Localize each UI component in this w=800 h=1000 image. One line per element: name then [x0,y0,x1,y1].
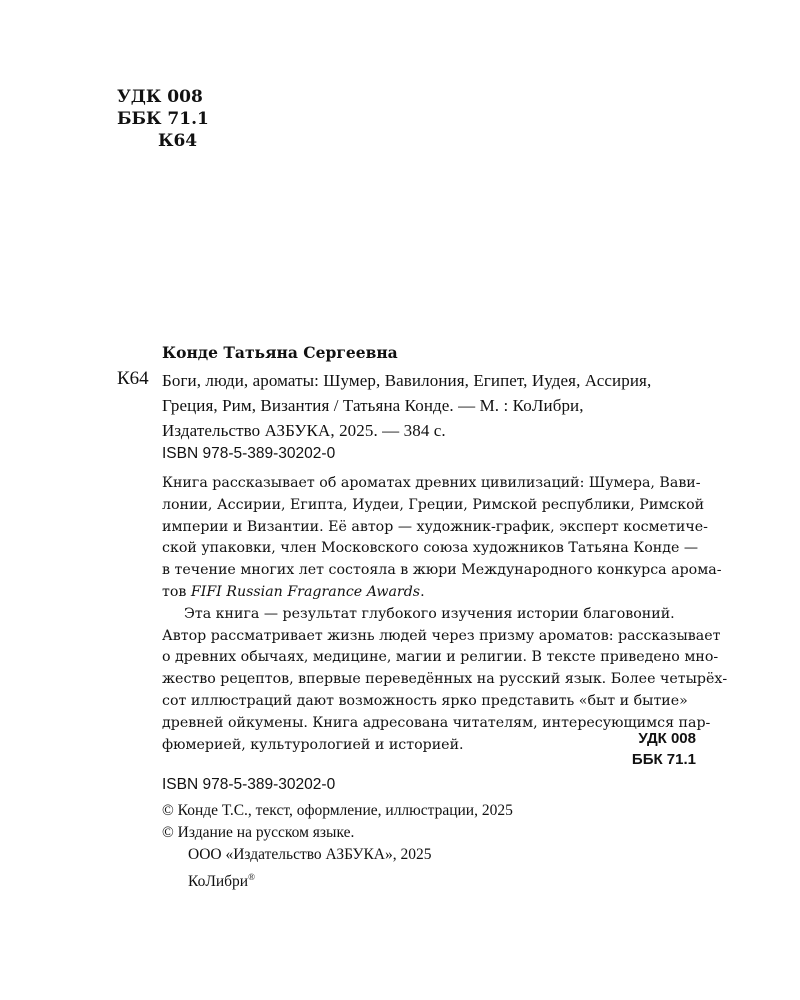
bbk-code: ББК 71.1 [117,109,209,129]
copyright-line: © Издание на русском языке. [162,824,355,841]
annotation-text: тов [162,583,191,600]
copyright-block [162,800,513,893]
record-code: К64 [117,368,149,389]
registered-mark: ® [248,872,255,882]
annotation-line: лонии, Ассирии, Египта, Иудеи, Греции, Римской республики, Римской [162,496,705,513]
annotation-line: империи и Византии. Её автор — художник-график, эксперт косметиче- [162,518,708,535]
annotation [162,473,728,756]
imprint-name: КоЛибри [188,873,249,891]
udk-code: УДК 008 [117,87,203,107]
description-line: Издательство АЗБУКА, 2025. — 384 с. [162,421,446,440]
annotation-line: древней ойкумены. Книга адресована читателям, интересующимся пар- [162,714,711,731]
annotation-line: жество рецептов, впервые переведённых на русский язык. Более четырёх- [162,671,728,688]
annotation-line: в течение многих лет состояла в жюри Международного конкурса арома- [162,562,722,579]
author-name: Конде Татьяна Сергеевна [162,343,398,362]
copyright-line: ООО «Издательство АЗБУКА», 2025 [188,846,432,863]
udk-code: УДК 008 [638,730,696,747]
annotation-line [162,582,698,604]
copyright-line: © Конде Т.С., текст, оформление, иллюстрации, 2025 [162,802,513,819]
isbn: ISBN 978-5-389-30202-0 [162,445,336,462]
annotation-line: ской упаковки, член Московского союза художников Татьяна Конде — [162,540,699,557]
award-name: FIFI Russian Fragrance Awards [190,583,421,600]
annotation-text: . [420,583,425,600]
bbk-code: ББК 71.1 [631,751,696,768]
annotation-line: сот иллюстраций дают возможность ярко представить «быт и бытие» [162,692,688,709]
bibliographic-description [162,368,702,443]
description-line: Греция, Рим, Византия / Татьяна Конде. — М. : КоЛибри, [162,396,584,415]
author-code: К64 [158,131,198,151]
publisher-imprint [162,866,513,893]
annotation-line: Эта книга — результат глубокого изучения истории благовоний. [184,605,675,622]
isbn-bottom: ISBN 978-5-389-30202-0 [162,776,336,793]
catalog-codes-right [632,728,696,770]
annotation-line: Автор рассматривает жизнь людей через призму ароматов: рассказывает [162,627,721,644]
annotation-line: о древних обычаях, медицине, магии и религии. В тексте приведено мно- [162,649,719,666]
annotation-line: Книга рассказывает об ароматах древних цивилизаций: Шумера, Вави- [162,475,701,491]
annotation-line: фюмерией, культурологией и историей. [162,736,464,753]
description-line: Боги, люди, ароматы: Шумер, Вавилония, Египет, Иудея, Ассирия, [162,371,652,390]
catalog-codes [117,86,209,152]
